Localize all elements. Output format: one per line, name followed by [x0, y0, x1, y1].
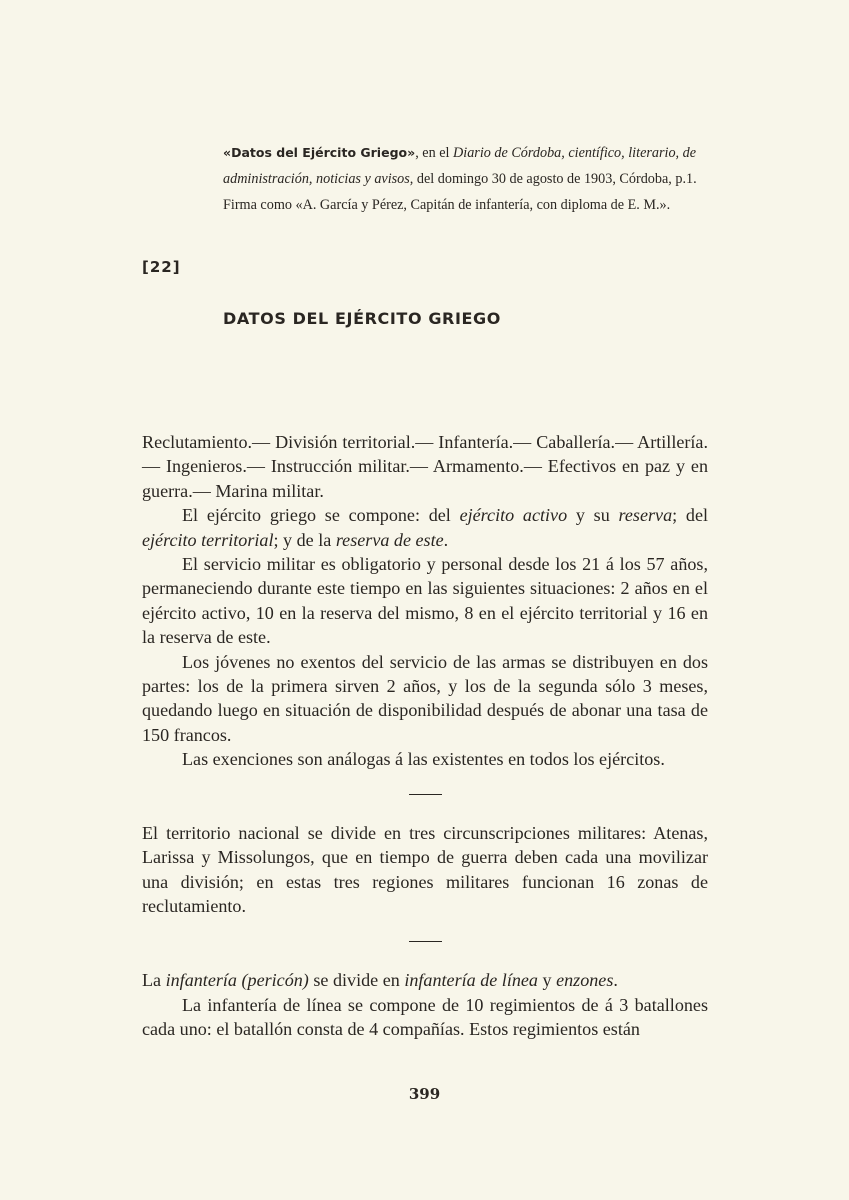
text-run: La	[142, 970, 166, 991]
youth-paragraph: Los jóvenes no exentos del servicio de las armas se distribuyen en dos partes: los de la primera sirven 2 años, y los de la segunda sólo 3 meses, quedando luego en situación de disponibilidad después de abonar una tasa de 150 francos.	[142, 651, 708, 745]
italic-term: infantería (pericón)	[165, 970, 309, 991]
body-text	[142, 430, 708, 1042]
text-run: ; del	[672, 505, 709, 526]
source-article-title: «Datos del Ejército Griego»	[223, 145, 416, 160]
section-divider	[409, 941, 442, 942]
italic-term: reserva	[618, 505, 673, 526]
page-number: 399	[408, 1085, 441, 1103]
italic-term: ejército territorial	[142, 529, 274, 550]
service-paragraph: El servicio militar es obligatorio y personal desde los 21 á los 57 años, permaneciendo durante este tiempo en las siguientes situaciones: 2 años en el ejército activo, 10 en la reserva del mismo, 8 en el ejército territorial y 16 en la reserva de este.	[142, 554, 708, 648]
entry-number: [22]	[142, 258, 181, 276]
territory-paragraph: El territorio nacional se divide en tres circunscripciones militares: Atenas, Larissa y Missolungos, que en tiempo de guerra deben cada una movilizar una división; en estas tres regiones militares funcionan 16 zonas de reclutamiento.	[142, 822, 708, 916]
composition-paragraph	[142, 503, 708, 552]
exemptions-paragraph: Las exenciones son análogas á las existentes en todos los ejércitos.	[182, 749, 665, 770]
italic-term: enzones	[556, 970, 614, 991]
infantry-line-paragraph: La infantería de línea se compone de 10 regimientos de á 3 batallones cada uno: el batallón consta de 4 compañías. Estos regimientos están	[142, 994, 708, 1040]
text-run: El ejército griego se compone: del	[182, 505, 460, 526]
document-title: DATOS DEL EJÉRCITO GRIEGO	[223, 309, 501, 328]
italic-term: infantería de línea	[404, 970, 538, 991]
source-details: del domingo 30 de agosto de 1903, Córdoba, p.1. Firma como «A. García y Pérez, Capitán de infantería, con diploma de E. M.».	[223, 171, 697, 213]
source-note	[223, 140, 713, 218]
text-run: y	[537, 970, 557, 991]
italic-term: reserva de este	[335, 529, 444, 550]
source-text: , en el	[415, 145, 454, 161]
text-run: ; y de la	[273, 529, 336, 550]
text-run: y su	[567, 505, 619, 526]
text-run: .	[613, 970, 618, 991]
summary-paragraph: Reclutamiento.— División territorial.— Infantería.— Caballería.— Artillería.— Ingenieros.— Instrucción militar.— Armamento.— Efectivos en paz y en guerra.— Marina militar.	[142, 432, 708, 501]
text-run: se divide en	[308, 970, 405, 991]
source-newspaper-name: Diario de Córdoba, científico, literario, de administración, noticias y avisos,	[223, 145, 697, 187]
infantry-paragraph	[142, 968, 708, 992]
text-run: .	[443, 529, 449, 550]
section-divider	[409, 794, 442, 795]
italic-term: ejército activo	[459, 505, 568, 526]
